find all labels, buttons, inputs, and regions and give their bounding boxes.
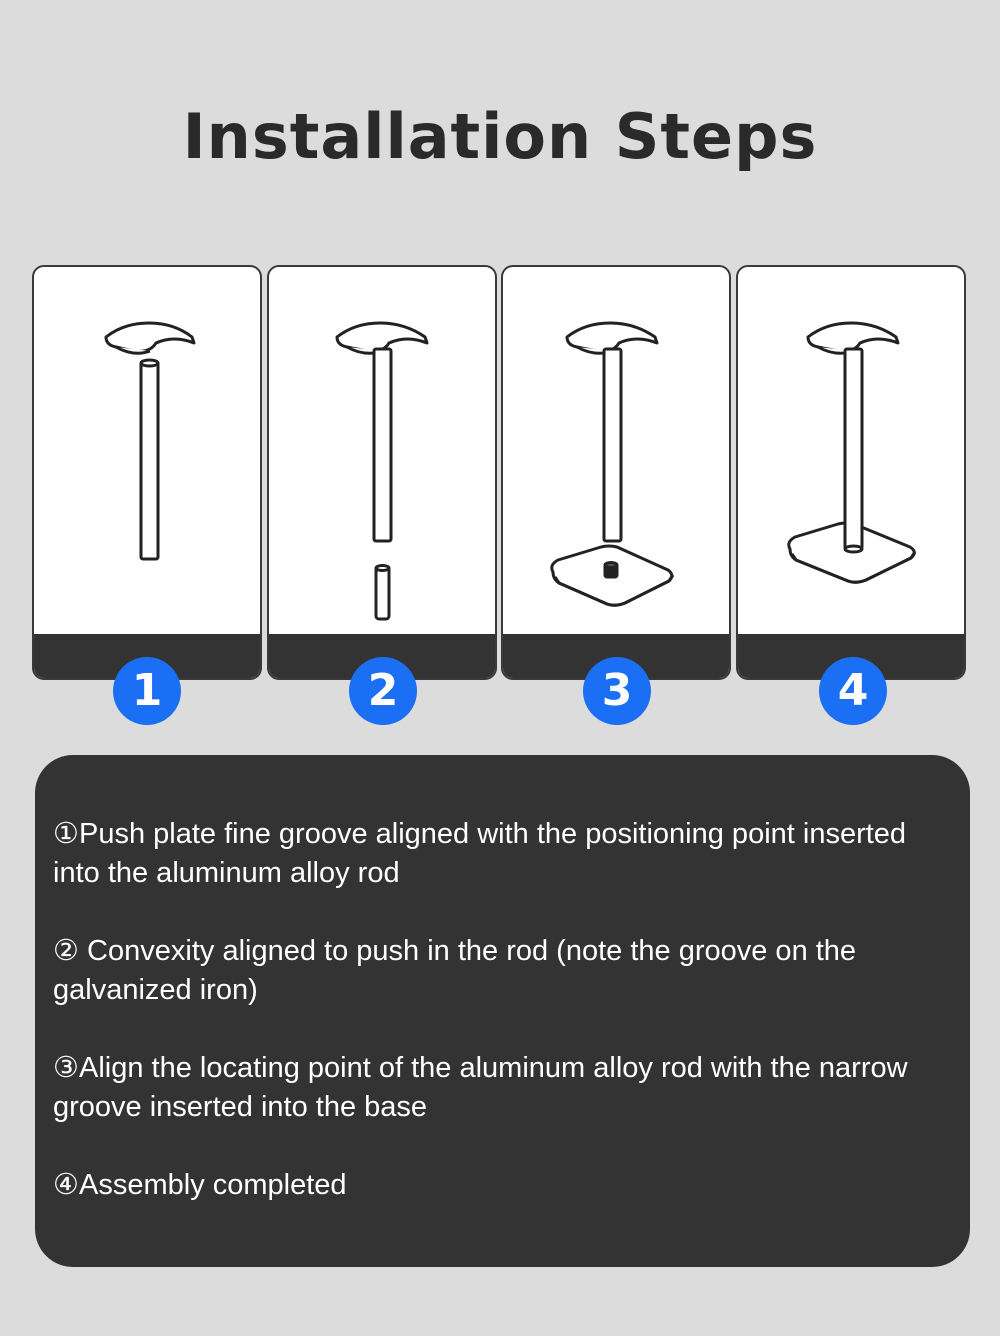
step-card-2 xyxy=(267,265,497,680)
instruction-step-1: ①Push plate fine groove aligned with the positioning point inserted into the aluminum alloy rod xyxy=(53,818,907,889)
headphone-stand-assembled-icon xyxy=(738,267,966,680)
step-number-badge-4: 4 xyxy=(819,657,887,725)
steps-row xyxy=(0,265,1000,735)
headphone-stand-rod-connector-icon xyxy=(269,267,497,680)
step-number-badge-1: 1 xyxy=(113,657,181,725)
instruction-step-4: ④Assembly completed xyxy=(53,1169,347,1201)
headphone-stand-parts-icon xyxy=(34,267,262,680)
step-card-4 xyxy=(736,265,966,680)
instruction-step-2: ② Convexity aligned to push in the rod (note the groove on the galvanized iron) xyxy=(53,935,857,1006)
step-number-badge-2: 2 xyxy=(349,657,417,725)
step-number-badge-3: 3 xyxy=(583,657,651,725)
instructions-panel xyxy=(35,755,970,1267)
instruction-step-3: ③Align the locating point of the aluminum alloy rod with the narrow groove inserted into the base xyxy=(53,1052,908,1123)
step-card-1 xyxy=(32,265,262,680)
page-title: Installation Steps xyxy=(182,100,818,173)
step-card-3 xyxy=(501,265,731,680)
headphone-stand-base-icon xyxy=(503,267,731,680)
